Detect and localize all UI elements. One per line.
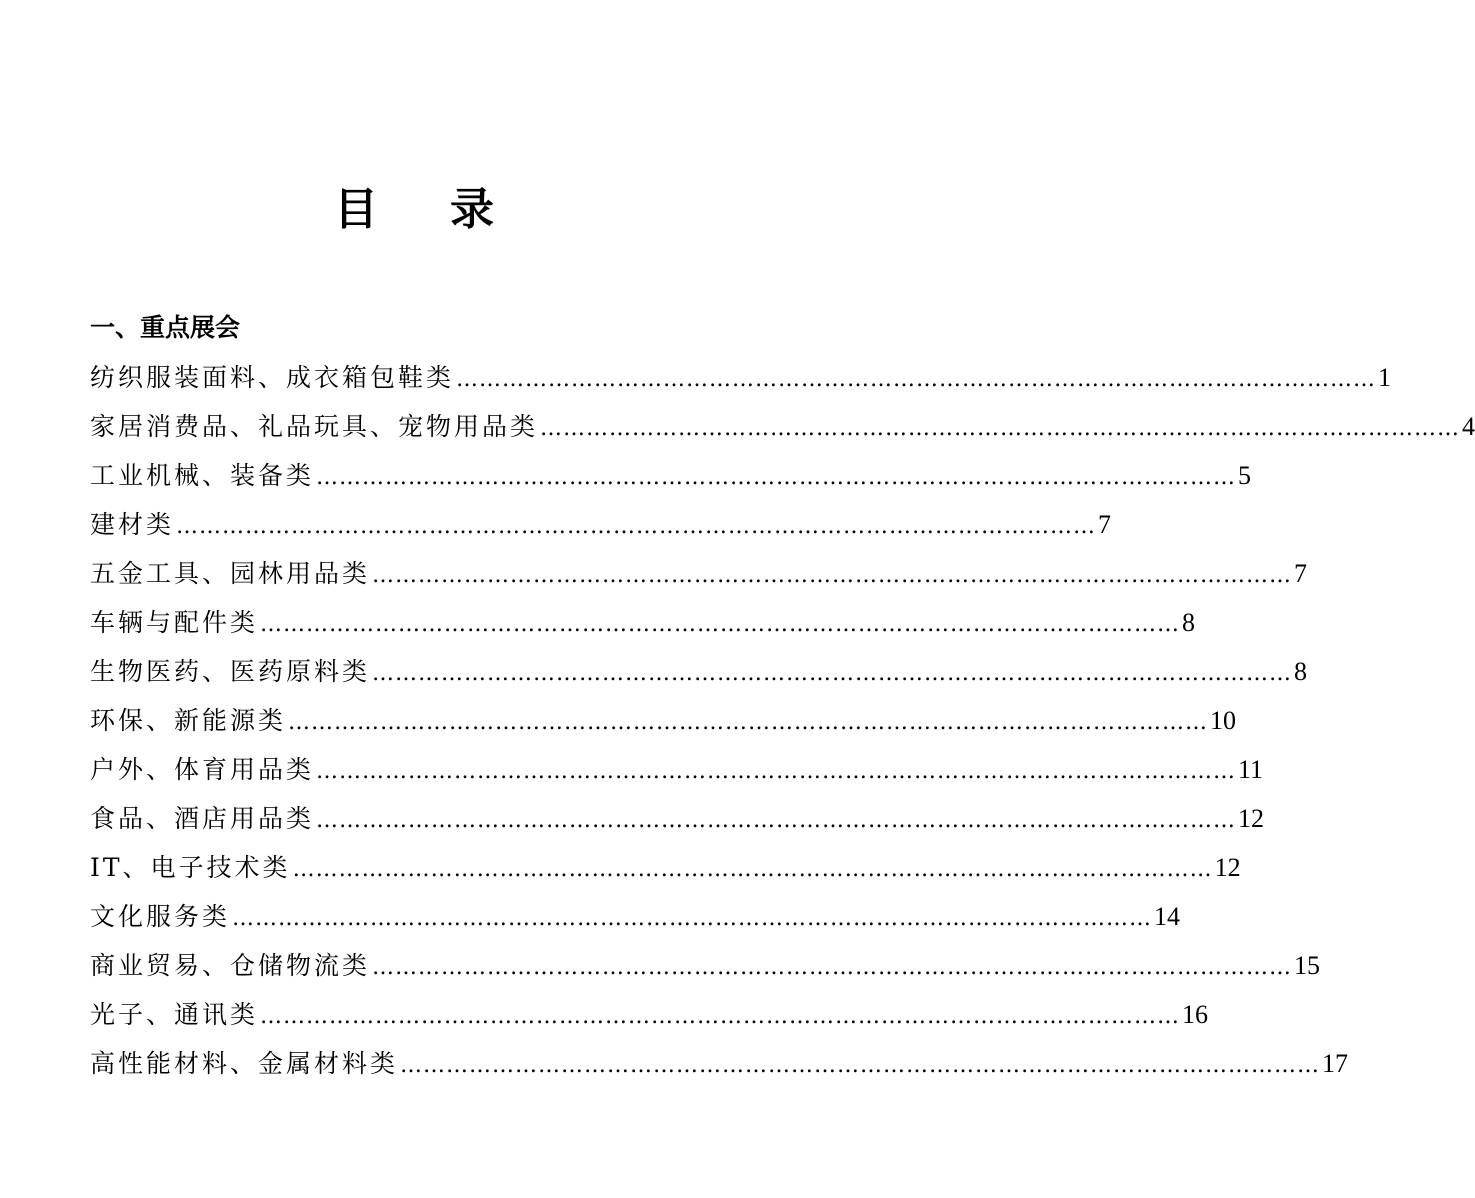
toc-entry-4[interactable] xyxy=(90,503,1112,552)
page-title xyxy=(0,180,828,240)
toc-entry-1[interactable] xyxy=(90,356,1392,405)
toc-page-number: 15 xyxy=(1294,951,1321,980)
page-title-first-char: 目 xyxy=(334,184,378,235)
toc-entry-14[interactable] xyxy=(90,993,1209,1042)
toc-dot-leader: ………………………………………………………………………………………………………… xyxy=(260,612,1181,637)
toc-entry-label: 纺织服装面料、成衣箱包鞋类 xyxy=(90,363,455,392)
toc-entry-15[interactable] xyxy=(90,1042,1349,1091)
toc-entry-label: 高性能材料、金属材料类 xyxy=(90,1049,399,1078)
toc-dot-leader: ………………………………………………………………………………………………………… xyxy=(456,367,1377,392)
table-of-contents xyxy=(90,356,1475,1091)
toc-page-number: 5 xyxy=(1238,461,1252,490)
toc-page-number: 7 xyxy=(1098,510,1112,539)
toc-page-number: 10 xyxy=(1210,706,1237,735)
toc-dot-leader: ………………………………………………………………………………………………………… xyxy=(292,857,1213,882)
toc-entry-label: 建材类 xyxy=(90,510,175,539)
toc-dot-leader: ………………………………………………………………………………………………………… xyxy=(540,416,1461,441)
toc-entry-label: 户外、体育用品类 xyxy=(90,755,315,784)
toc-entry-label: 生物医药、医药原料类 xyxy=(90,657,371,686)
toc-entry-3[interactable] xyxy=(90,454,1252,503)
toc-page-number: 12 xyxy=(1214,853,1241,882)
toc-dot-leader: ………………………………………………………………………………………………………… xyxy=(260,1004,1181,1029)
toc-entry-label: 环保、新能源类 xyxy=(90,706,287,735)
toc-dot-leader: ………………………………………………………………………………………………………… xyxy=(176,514,1097,539)
toc-dot-leader: ………………………………………………………………………………………………………… xyxy=(372,661,1293,686)
toc-entry-12[interactable] xyxy=(90,895,1181,944)
toc-dot-leader: ………………………………………………………………………………………………………… xyxy=(316,465,1237,490)
toc-entry-label: 家居消费品、礼品玩具、宠物用品类 xyxy=(90,412,539,441)
toc-page-number: 1 xyxy=(1378,363,1392,392)
toc-dot-leader: ………………………………………………………………………………………………………… xyxy=(372,563,1293,588)
toc-entry-13[interactable] xyxy=(90,944,1321,993)
toc-page-number: 11 xyxy=(1238,755,1264,784)
toc-page-number: 17 xyxy=(1322,1049,1349,1078)
toc-dot-leader: ………………………………………………………………………………………………………… xyxy=(400,1053,1321,1078)
toc-entry-label: IT、电子技术类 xyxy=(90,853,291,882)
section-heading: 一、重点展会 xyxy=(90,313,241,342)
toc-entry-label: 光子、通讯类 xyxy=(90,1000,259,1029)
toc-page-number: 14 xyxy=(1154,902,1181,931)
toc-dot-leader: ………………………………………………………………………………………………………… xyxy=(232,906,1153,931)
toc-entry-label: 工业机械、装备类 xyxy=(90,461,315,490)
toc-entry-2[interactable] xyxy=(90,405,1475,454)
toc-dot-leader: ………………………………………………………………………………………………………… xyxy=(316,759,1237,784)
page-title-second-char: 录 xyxy=(450,184,494,235)
toc-entry-label: 食品、酒店用品类 xyxy=(90,804,315,833)
toc-entry-10[interactable] xyxy=(90,797,1265,846)
toc-entry-label: 商业贸易、仓储物流类 xyxy=(90,951,371,980)
toc-entry-9[interactable] xyxy=(90,748,1264,797)
toc-entry-11[interactable] xyxy=(90,846,1241,895)
toc-entry-8[interactable] xyxy=(90,699,1237,748)
toc-entry-label: 五金工具、园林用品类 xyxy=(90,559,371,588)
toc-page-number: 8 xyxy=(1182,608,1196,637)
toc-page-number: 12 xyxy=(1238,804,1265,833)
toc-page-number: 4 xyxy=(1462,412,1475,441)
toc-entry-5[interactable] xyxy=(90,552,1308,601)
toc-page-number: 16 xyxy=(1182,1000,1209,1029)
toc-entry-label: 文化服务类 xyxy=(90,902,231,931)
toc-entry-label: 车辆与配件类 xyxy=(90,608,259,637)
toc-page-number: 7 xyxy=(1294,559,1308,588)
toc-entry-7[interactable] xyxy=(90,650,1308,699)
toc-dot-leader: ………………………………………………………………………………………………………… xyxy=(288,710,1209,735)
toc-page-number: 8 xyxy=(1294,657,1308,686)
toc-dot-leader: ………………………………………………………………………………………………………… xyxy=(372,955,1293,980)
toc-dot-leader: ………………………………………………………………………………………………………… xyxy=(316,808,1237,833)
toc-entry-6[interactable] xyxy=(90,601,1196,650)
